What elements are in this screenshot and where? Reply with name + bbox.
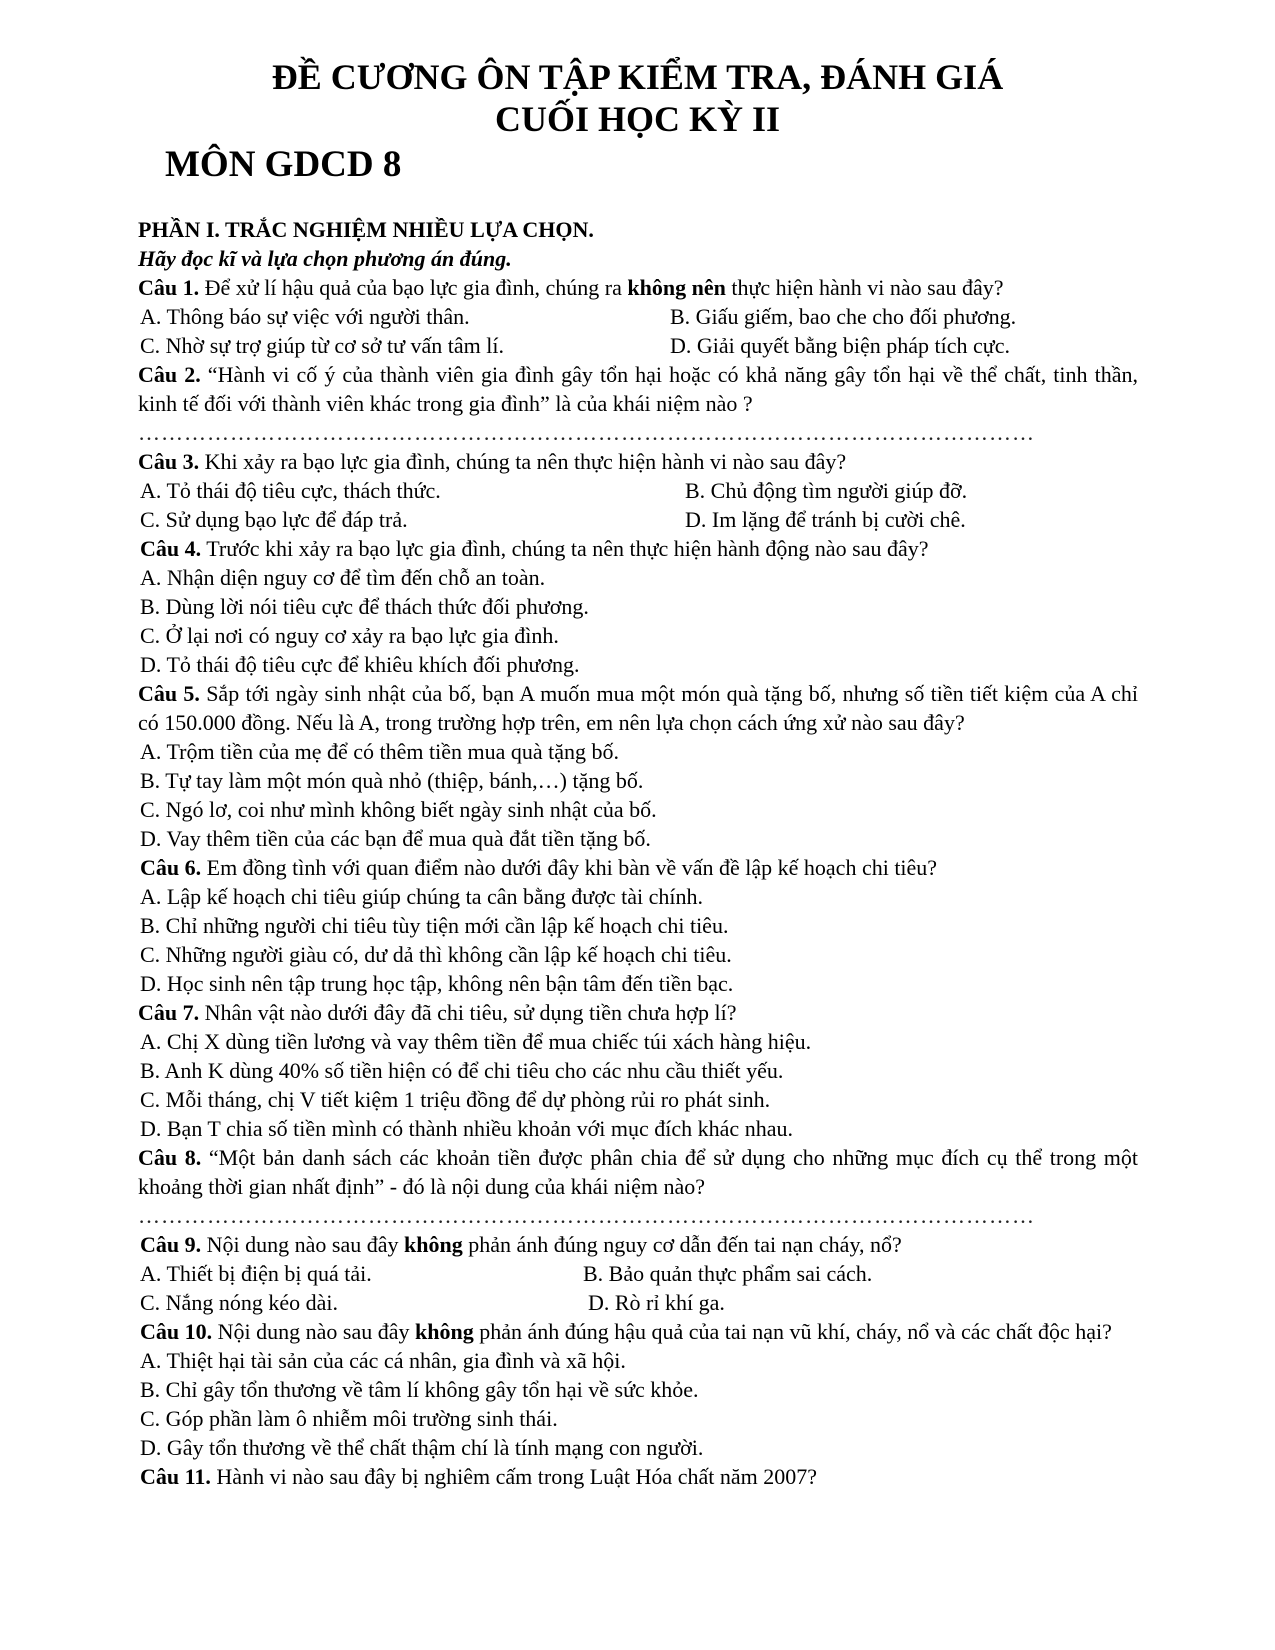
question-text: phản ánh đúng nguy cơ dẫn đến tai nạn cháy, nổ? bbox=[462, 1232, 902, 1257]
option-b: B. Chỉ gây tổn thương về tâm lí không gây tổn hại về sức khỏe. bbox=[140, 1377, 699, 1402]
option-row bbox=[138, 1259, 1138, 1288]
option-d: D. Giải quyết bằng biện pháp tích cực. bbox=[670, 333, 1010, 358]
question-2 bbox=[138, 360, 1138, 418]
document-title-line-1: ĐỀ CƯƠNG ÔN TẬP KIỂM TRA, ĐÁNH GIÁ bbox=[271, 57, 1004, 97]
option-b: B. Chủ động tìm người giúp đỡ. bbox=[685, 478, 968, 503]
question-label: Câu 9. bbox=[140, 1232, 202, 1257]
option-d: D. Rò rỉ khí ga. bbox=[588, 1290, 725, 1315]
option-row bbox=[138, 331, 1138, 360]
option-a: A. Trộm tiền của mẹ để có thêm tiền mua quà tặng bố. bbox=[140, 739, 620, 764]
option-c: C. Góp phần làm ô nhiễm môi trường sinh thái. bbox=[140, 1406, 558, 1431]
option-d: D. Học sinh nên tập trung học tập, không nên bận tâm đến tiền bạc. bbox=[140, 971, 734, 996]
question-6 bbox=[138, 853, 1138, 882]
question-text: Hành vi nào sau đây bị nghiêm cấm trong Luật Hóa chất năm 2007? bbox=[210, 1464, 817, 1489]
question-label: Câu 1. bbox=[138, 275, 200, 300]
option-a: A. Lập kế hoạch chi tiêu giúp chúng ta cân bằng được tài chính. bbox=[140, 884, 703, 909]
question-text: Sắp tới ngày sinh nhật của bố, bạn A muốn mua một món quà tặng bố, nhưng số tiền tiết kiệm của A chỉ có 150.000 đồng. Nếu là A, trong trường hợp trên, em nên lựa chọn cách ứng xử nào sau đây? bbox=[138, 681, 1138, 735]
option-c: C. Sử dụng bạo lực để đáp trả. bbox=[140, 507, 408, 532]
question-text: “Hành vi cố ý của thành viên gia đình gây tổn hại hoặc có khả năng gây tổn hại về thể chất, tinh thần, kinh tế đối với thành viên khác trong gia đình” là của khái niệm nào ? bbox=[138, 362, 1138, 416]
question-9 bbox=[138, 1230, 1138, 1259]
question-label: Câu 4. bbox=[140, 536, 202, 561]
question-emphasis: không bbox=[403, 1232, 463, 1257]
option-c: C. Ở lại nơi có nguy cơ xảy ra bạo lực gia đình. bbox=[140, 623, 559, 648]
question-text: Để xử lí hậu quả của bạo lực gia đình, chúng ra bbox=[199, 275, 628, 300]
answer-blank-line: ……………………………………………………………………………………………………… bbox=[138, 420, 1035, 445]
option-a: A. Thông báo sự việc với người thân. bbox=[140, 304, 470, 329]
document-title-line-2: CUỐI HỌC KỲ II bbox=[494, 99, 781, 139]
option-d: D. Vay thêm tiền của các bạn để mua quà đắt tiền tặng bố. bbox=[140, 826, 651, 851]
option-b: B. Bảo quản thực phẩm sai cách. bbox=[583, 1261, 873, 1286]
question-label: Câu 5. bbox=[138, 681, 200, 706]
option-c: C. Nắng nóng kéo dài. bbox=[140, 1290, 338, 1315]
option-d: D. Bạn T chia số tiền mình có thành nhiều khoản với mục đích khác nhau. bbox=[140, 1116, 793, 1141]
option-a: A. Tỏ thái độ tiêu cực, thách thức. bbox=[140, 478, 441, 503]
option-c: C. Ngó lơ, coi như mình không biết ngày sinh nhật của bố. bbox=[140, 797, 657, 822]
option-b: B. Chỉ những người chi tiêu tùy tiện mới cần lập kế hoạch chi tiêu. bbox=[140, 913, 729, 938]
subject-heading: MÔN GDCD 8 bbox=[165, 144, 402, 185]
question-label: Câu 8. bbox=[138, 1145, 202, 1170]
option-c: C. Những người giàu có, dư dả thì không cần lập kế hoạch chi tiêu. bbox=[140, 942, 732, 967]
question-5 bbox=[138, 679, 1138, 737]
question-label: Câu 10. bbox=[140, 1319, 213, 1344]
option-b: B. Tự tay làm một món quà nhỏ (thiệp, bánh,…) tặng bố. bbox=[140, 768, 644, 793]
question-emphasis: không bbox=[414, 1319, 474, 1344]
question-text: thực hiện hành vi nào sau đây? bbox=[725, 275, 1004, 300]
question-4 bbox=[138, 534, 1138, 563]
section-instruction: Hãy đọc kĩ và lựa chọn phương án đúng. bbox=[138, 246, 512, 271]
option-row bbox=[138, 505, 1138, 534]
option-b: B. Anh K dùng 40% số tiền hiện có để chi tiêu cho các nhu cầu thiết yếu. bbox=[140, 1058, 784, 1083]
question-7 bbox=[138, 998, 1138, 1027]
question-8 bbox=[138, 1143, 1138, 1201]
question-1 bbox=[138, 273, 1138, 302]
question-3 bbox=[138, 447, 1138, 476]
question-label: Câu 3. bbox=[138, 449, 200, 474]
section-heading: PHẦN I. TRẮC NGHIỆM NHIỀU LỰA CHỌN. bbox=[138, 217, 594, 242]
question-text: Nội dung nào sau đây bbox=[212, 1319, 415, 1344]
option-d: D. Tỏ thái độ tiêu cực để khiêu khích đối phương. bbox=[140, 652, 580, 677]
option-a: A. Chị X dùng tiền lương và vay thêm tiền để mua chiếc túi xách hàng hiệu. bbox=[140, 1029, 812, 1054]
question-text: Khi xảy ra bạo lực gia đình, chúng ta nên thực hiện hành vi nào sau đây? bbox=[199, 449, 847, 474]
option-a: A. Nhận diện nguy cơ để tìm đến chỗ an toàn. bbox=[140, 565, 546, 590]
question-label: Câu 11. bbox=[140, 1464, 211, 1489]
option-a: A. Thiết bị điện bị quá tải. bbox=[140, 1261, 372, 1286]
question-text: Nội dung nào sau đây bbox=[201, 1232, 404, 1257]
option-d: D. Gây tổn thương về thể chất thậm chí là tính mạng con người. bbox=[140, 1435, 704, 1460]
question-text: Trước khi xảy ra bạo lực gia đình, chúng ta nên thực hiện hành động nào sau đây? bbox=[201, 536, 929, 561]
question-text: “Một bản danh sách các khoản tiền được phân chia để sử dụng cho những mục đích cụ thể trong một khoảng thời gian nhất định” - đó là nội dung của khái niệm nào? bbox=[138, 1145, 1138, 1199]
option-d: D. Im lặng để tránh bị cười chê. bbox=[685, 507, 966, 532]
question-text: phản ánh đúng hậu quả của tai nạn vũ khí, cháy, nổ và các chất độc hại? bbox=[473, 1319, 1112, 1344]
question-label: Câu 6. bbox=[140, 855, 202, 880]
option-a: A. Thiệt hại tài sản của các cá nhân, gia đình và xã hội. bbox=[140, 1348, 626, 1373]
question-label: Câu 2. bbox=[138, 362, 201, 387]
question-emphasis: không nên bbox=[627, 275, 726, 300]
question-text: Em đồng tình với quan điểm nào dưới đây khi bàn về vấn đề lập kế hoạch chi tiêu? bbox=[201, 855, 938, 880]
question-11 bbox=[138, 1462, 1138, 1491]
option-row bbox=[138, 476, 1138, 505]
option-b: B. Giấu giếm, bao che cho đối phương. bbox=[670, 304, 1017, 329]
option-row bbox=[138, 302, 1138, 331]
question-10 bbox=[138, 1317, 1138, 1346]
question-text: Nhân vật nào dưới đây đã chi tiêu, sử dụng tiền chưa hợp lí? bbox=[199, 1000, 737, 1025]
option-c: C. Mỗi tháng, chị V tiết kiệm 1 triệu đồng để dự phòng rủi ro phát sinh. bbox=[140, 1087, 771, 1112]
document-body bbox=[138, 215, 1138, 1491]
option-b: B. Dùng lời nói tiêu cực để thách thức đối phương. bbox=[140, 594, 589, 619]
option-c: C. Nhờ sự trợ giúp từ cơ sở tư vấn tâm lí. bbox=[140, 333, 505, 358]
option-row bbox=[138, 1288, 1138, 1317]
answer-blank-line: ……………………………………………………………………………………………………… bbox=[138, 1203, 1035, 1228]
question-label: Câu 7. bbox=[138, 1000, 200, 1025]
